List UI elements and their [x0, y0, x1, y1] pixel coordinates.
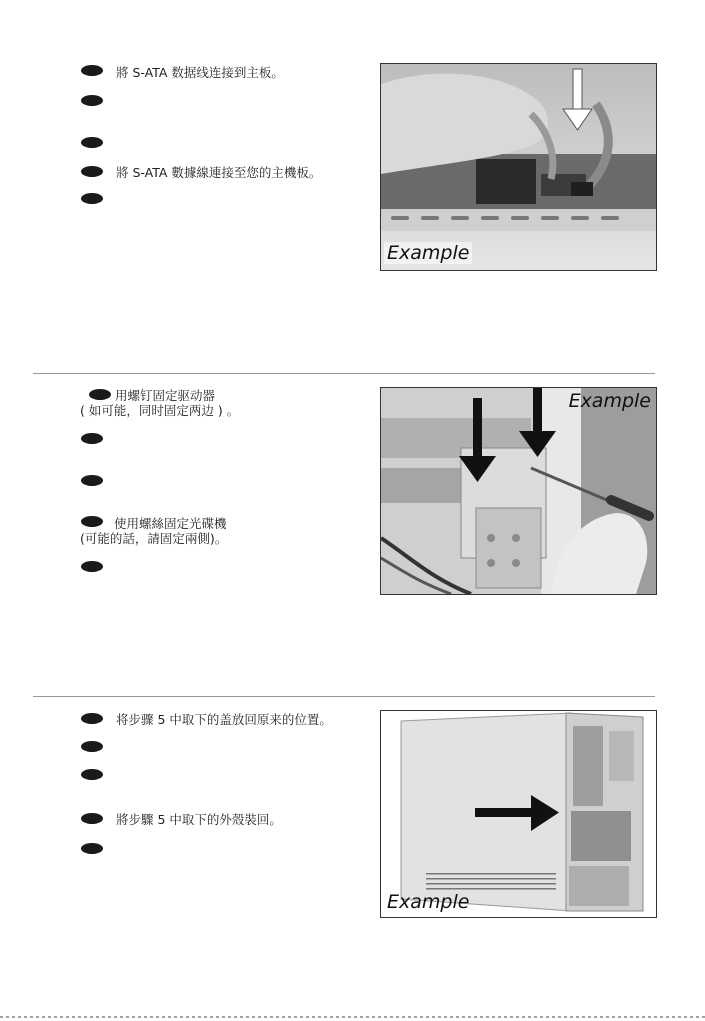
- language-bullet-2: [81, 433, 103, 444]
- example-photo-sata-cable: [380, 63, 657, 271]
- instruction-text: 將 S-ATA 數據線連接至您的主機板。: [116, 165, 322, 180]
- language-bullet-5: [81, 561, 103, 572]
- photo-illustration: [381, 64, 656, 270]
- instruction-text: 将步骤 5 中取下的盖放回原来的位置。: [116, 712, 332, 727]
- example-photo-screw-drive: [380, 387, 657, 595]
- language-bullet-5: [81, 193, 103, 204]
- instruction-text: 使用螺絲固定光碟機: [114, 516, 227, 531]
- example-label: Example: [384, 242, 472, 264]
- language-bullet-4: [81, 516, 103, 527]
- example-photo-side-cover: [380, 710, 657, 918]
- instruction-text: ( 如可能，同时固定两边 ) 。: [80, 403, 240, 418]
- language-bullet-3: [81, 769, 103, 780]
- instruction-text: (可能的話，請固定兩側)。: [80, 531, 228, 546]
- photo-illustration: [381, 388, 656, 594]
- section-divider: [33, 696, 655, 697]
- instruction-text: 將 S-ATA 数据线连接到主板。: [116, 65, 284, 80]
- example-label: Example: [568, 390, 651, 412]
- page-bottom-rule: [0, 1016, 705, 1018]
- language-bullet-1: [81, 713, 103, 724]
- language-bullet-1: [81, 65, 103, 76]
- photo-illustration: [381, 711, 656, 917]
- language-bullet-4: [81, 166, 103, 177]
- language-bullet-4: [81, 813, 103, 824]
- instruction-text: 將步驟 5 中取下的外殼裝回。: [116, 812, 282, 827]
- language-bullet-3: [81, 137, 103, 148]
- language-bullet-3: [81, 475, 103, 486]
- language-bullet-2: [81, 95, 103, 106]
- instruction-text: 用螺钉固定驱动器: [115, 388, 216, 403]
- language-bullet-2: [81, 741, 103, 752]
- example-label: Example: [387, 891, 470, 913]
- language-bullet-5: [81, 843, 103, 854]
- section-divider: [33, 373, 655, 374]
- language-bullet-1: [89, 389, 111, 400]
